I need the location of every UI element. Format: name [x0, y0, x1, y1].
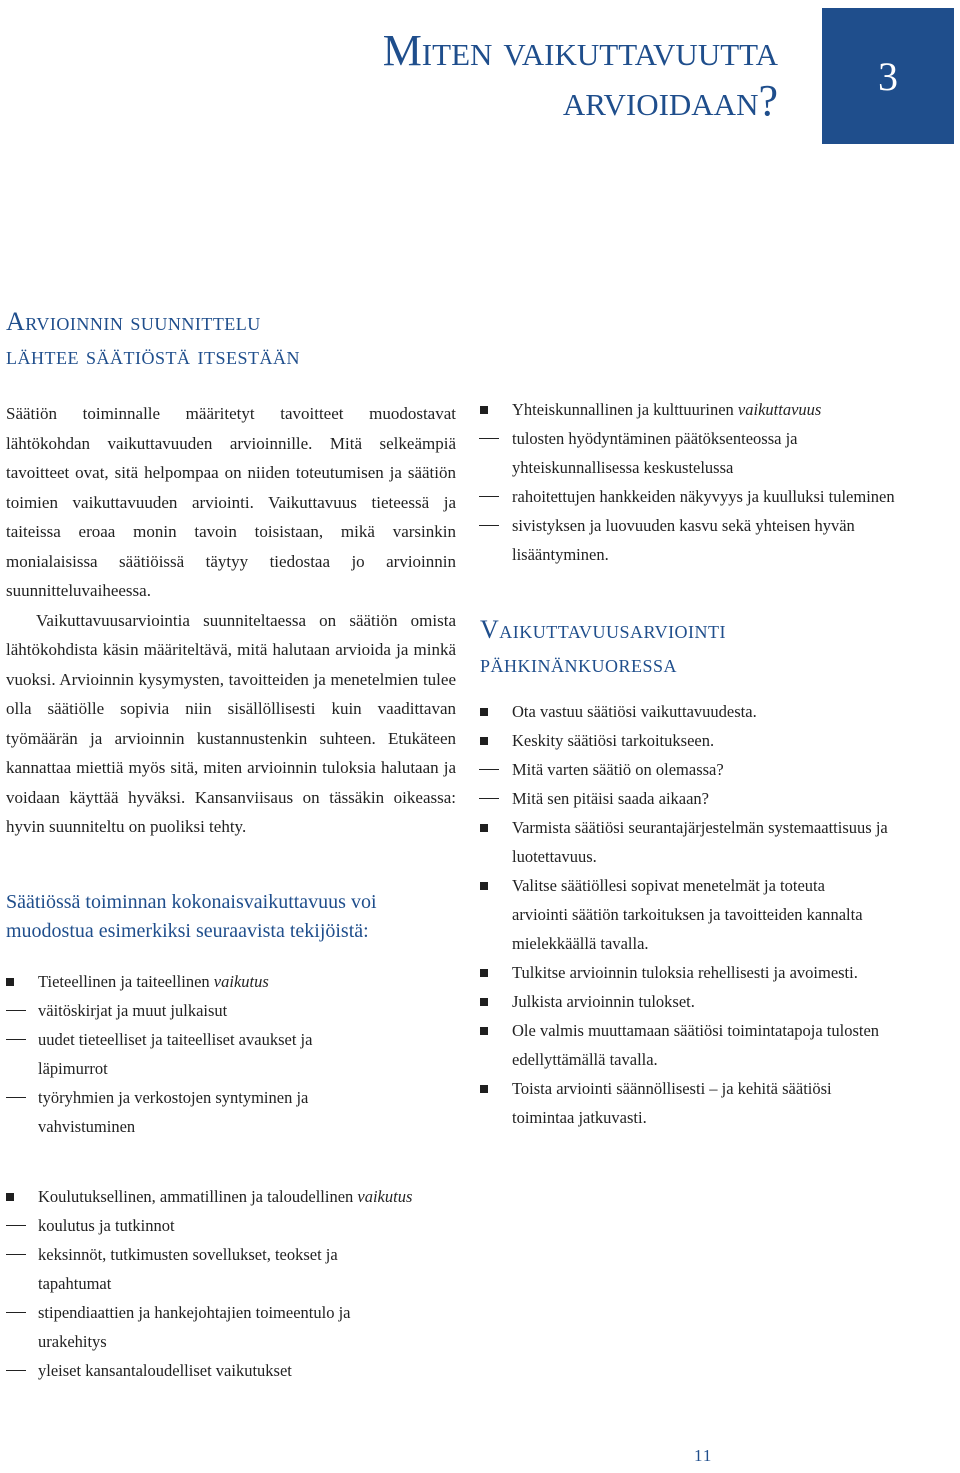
sub-list-item-text: yleiset kansantaloudelliset vaikutukset — [38, 1361, 292, 1380]
sub-list-item — [6, 1211, 456, 1240]
list-item-text: Tulkitse arvioinnin tuloksia rehellisesti ja avoimesti. — [512, 963, 858, 982]
list-item-text: Varmista säätiösi seurantajärjestelmän systemaattisuus ja luotettavuus. — [512, 818, 888, 866]
chapter-number: 3 — [878, 53, 898, 99]
list-item-label-italic: vaikuttavuus — [737, 400, 822, 419]
square-bullet-icon — [480, 737, 488, 745]
list-item-text: Ota vastuu säätiösi vaikuttavuudesta. — [512, 702, 757, 721]
sub-list-item-text: stipendiaattien ja hankejohtajien toimeentulo ja urakehitys — [38, 1303, 351, 1351]
list-item-text: Valitse säätiöllesi sopivat menetelmät ja toteuta arviointi säätiön tarkoituksen ja tavoitteiden kannalta mielekkäällä tavalla. — [512, 876, 863, 953]
sub-list-item-text: uudet tieteelliset ja taiteelliset avaukset ja läpimurrot — [38, 1029, 313, 1078]
page-number: 11 — [694, 1446, 713, 1465]
impact-list-part2 — [6, 1182, 456, 1385]
sub-list-item-text: väitöskirjat ja muut julkaisut — [38, 1000, 228, 1020]
chapter-title-line1: Miten vaikuttavuutta — [382, 26, 778, 75]
paragraph-1: Säätiön toiminnalle määritetyt tavoitteet muodostavat lähtökohdan vaikuttavuuden arvioinnille. Mitä selkeämpiä tavoitteet ovat, sitä helpompaa on niiden toteutumisen ja säätiön toimien vaikuttavuuden arviointi. Vaikuttavuus tieteessä ja taiteissa eroaa monin tavoin toisistaan, mikä varsinkin monialaisissa säätiöissä täytyy tiedostaa jo arvioinnin suunnitteluvaiheessa. — [6, 404, 456, 600]
sub-list — [6, 996, 456, 1141]
list-item — [480, 395, 940, 569]
sub-list-item — [479, 511, 940, 569]
square-bullet-icon — [480, 1027, 488, 1035]
sub-list — [479, 424, 940, 569]
list-item-label: Tieteellinen ja taiteellinen — [38, 971, 214, 991]
sub-list-item — [479, 424, 940, 482]
sub-list — [479, 755, 940, 813]
sub-list-item — [6, 1025, 456, 1083]
section-heading-line2: pähkinänkuoressa — [480, 649, 678, 678]
sub-list-item-text: rahoitettujen hankkeiden näkyvyys ja kuulluksi tuleminen — [512, 487, 895, 506]
list-item — [480, 958, 940, 987]
sub-list-item-text: tulosten hyödyntäminen päätöksenteossa ja yhteiskunnallisessa keskustelussa — [512, 429, 798, 477]
subheading-line2: muodostua esimerkiksi seuraavista tekijöistä: — [6, 919, 369, 942]
sub-list-item-text: koulutus ja tutkinnot — [38, 1216, 175, 1235]
section-heading-line1: Vaikuttavuusarviointi — [480, 615, 727, 644]
list-item-label-italic: vaikutus — [213, 971, 269, 991]
sub-list-item — [6, 1356, 456, 1385]
sub-list — [6, 1211, 456, 1385]
sub-list-item-text: Mitä sen pitäisi saada aikaan? — [512, 789, 710, 808]
square-bullet-icon — [480, 969, 488, 977]
square-bullet-icon — [480, 1085, 488, 1093]
paragraph-2: Vaikuttavuusarviointia suunniteltaessa on säätiön omista lähtökohdista käsin määriteltävä, mitä halutaan arvioida ja minkä vuoksi. Arvioinnin kysymysten, tavoitteiden ja menetelmien tulee olla säätiölle sopivia niin sisällöllisesti kuin vaadittavan työmäärän ja arvioinnin kustannustenkin suhteen. Etukäteen kannattaa miettiä myös sitä, miten arvioinnin tuloksia halutaan ja voidaan käyttää hyväksi. Kansanviisaus on tässäkin oikeassa: hyvin suunniteltu on puoliksi tehty. — [6, 610, 456, 836]
list-item — [480, 871, 940, 958]
sub-list-item — [6, 1083, 456, 1141]
list-item — [6, 1182, 456, 1385]
list-item-label: Yhteiskunnallinen ja kulttuurinen — [512, 400, 738, 419]
section-heading-nutshell — [480, 613, 940, 681]
list-item-text: Ole valmis muuttamaan säätiösi toimintatapoja tulosten edellyttämällä tavalla. — [512, 1021, 880, 1069]
sub-list-item — [479, 482, 940, 511]
list-item — [480, 987, 940, 1016]
sub-list-item-text: sivistyksen ja luovuuden kasvu sekä yhteisen hyvän lisääntyminen. — [512, 516, 855, 564]
square-bullet-icon — [480, 998, 488, 1006]
section-heading-planning — [6, 305, 456, 373]
square-bullet-icon — [480, 824, 488, 832]
left-column-bottom — [6, 1182, 456, 1385]
list-item — [480, 726, 940, 813]
impact-list-part3 — [480, 395, 940, 569]
list-item-text: Keskity säätiösi tarkoitukseen. — [512, 731, 715, 750]
impact-list-part1 — [6, 967, 456, 1141]
sub-list-item — [6, 1298, 456, 1356]
sub-list-item-text: keksinnöt, tutkimusten sovellukset, teokset ja tapahtumat — [38, 1245, 338, 1293]
list-item — [6, 967, 456, 1141]
left-column — [6, 305, 456, 1141]
sub-list-item — [479, 755, 940, 784]
list-item-label: Koulutuksellinen, ammatillinen ja taloudellinen — [38, 1187, 358, 1206]
nutshell-list — [480, 697, 940, 1132]
sub-list-item — [479, 784, 940, 813]
square-bullet-icon — [480, 708, 488, 716]
square-bullet-icon — [480, 882, 488, 890]
subheading-line1: Säätiössä toiminnan kokonaisvaikuttavuus voi — [6, 890, 377, 913]
list-item-text: Toista arviointi säännöllisesti – ja kehitä säätiösi toimintaa jatkuvasti. — [512, 1079, 832, 1127]
sub-list-item — [6, 1240, 456, 1298]
list-item — [480, 697, 940, 726]
chapter-number-box — [822, 8, 954, 144]
list-item — [480, 813, 940, 871]
list-item-label-italic: vaikutus — [357, 1187, 413, 1206]
section-heading-line2: lähtee säätiöstä itsestään — [6, 341, 300, 370]
sub-list-item-text: työryhmien ja verkostojen syntyminen ja vahvistuminen — [38, 1087, 309, 1136]
list-item — [480, 1016, 940, 1074]
sub-list-item-text: Mitä varten säätiö on olemassa? — [512, 760, 724, 779]
square-bullet-icon — [6, 1193, 14, 1201]
subheading-total-impact — [6, 888, 456, 946]
chapter-title — [308, 26, 778, 126]
right-column — [480, 395, 940, 1132]
section-heading-line1: Arvioinnin suunnittelu — [6, 307, 261, 336]
sub-list-item — [6, 996, 456, 1025]
chapter-title-line2: arvioidaan? — [562, 76, 778, 125]
square-bullet-icon — [6, 978, 14, 986]
list-item — [480, 1074, 940, 1132]
square-bullet-icon — [480, 406, 488, 414]
list-item-text: Julkista arvioinnin tulokset. — [512, 992, 695, 1011]
